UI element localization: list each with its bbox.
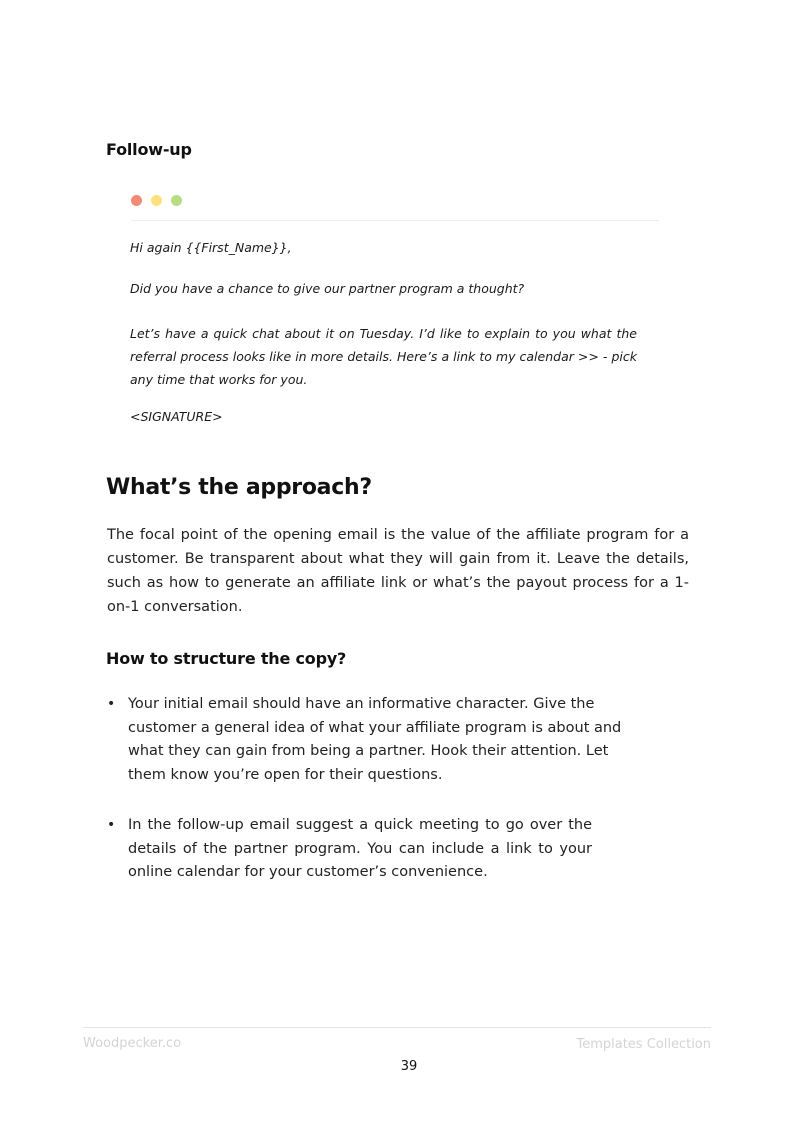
email-divider	[131, 220, 659, 221]
bullet-text: In the follow-up email suggest a quick meeting to go over the details of the partner program. You can include a link to your online calendar for your customer’s convenience.	[128, 817, 592, 880]
yellow-dot-icon	[151, 195, 162, 206]
approach-heading: What’s the approach?	[106, 475, 372, 500]
list-item	[107, 693, 627, 787]
structure-heading: How to structure the copy?	[106, 649, 347, 668]
email-greeting: Hi again {{First_Name}},	[130, 240, 292, 255]
bullet-text: Your initial email should have an informative character. Give the customer a general idea of what your affiliate program is about and what they can gain from being a partner. Hook their attention. Let them know you’re open for their questions.	[128, 696, 622, 783]
window-dots	[131, 195, 182, 206]
bullet-icon: •	[107, 696, 116, 712]
email-paragraph: Let’s have a quick chat about it on Tuesday. I’d like to explain to you what the referral process looks like in more details. Here’s a link to my calendar >> - pick any time that works for you.	[130, 326, 637, 387]
footer-divider	[83, 1027, 711, 1028]
red-dot-icon	[131, 195, 142, 206]
list-item	[107, 814, 592, 885]
email-line: Did you have a chance to give our partner program a thought?	[130, 281, 525, 296]
green-dot-icon	[171, 195, 182, 206]
footer-brand: Woodpecker.co	[83, 1036, 182, 1051]
email-signature: <SIGNATURE>	[130, 409, 223, 424]
approach-paragraph: The focal point of the opening email is the value of the affiliate program for a customer. Be transparent about what they will gain from it. Leave the details, such as how to generate an affiliate link or what’s the payout process for a 1-on-1 conversation.	[107, 527, 689, 615]
page-number: 39	[400, 1059, 418, 1074]
footer-collection: Templates Collection	[576, 1037, 711, 1052]
bullet-icon: •	[107, 817, 116, 833]
section-heading-follow-up: Follow-up	[106, 140, 192, 159]
